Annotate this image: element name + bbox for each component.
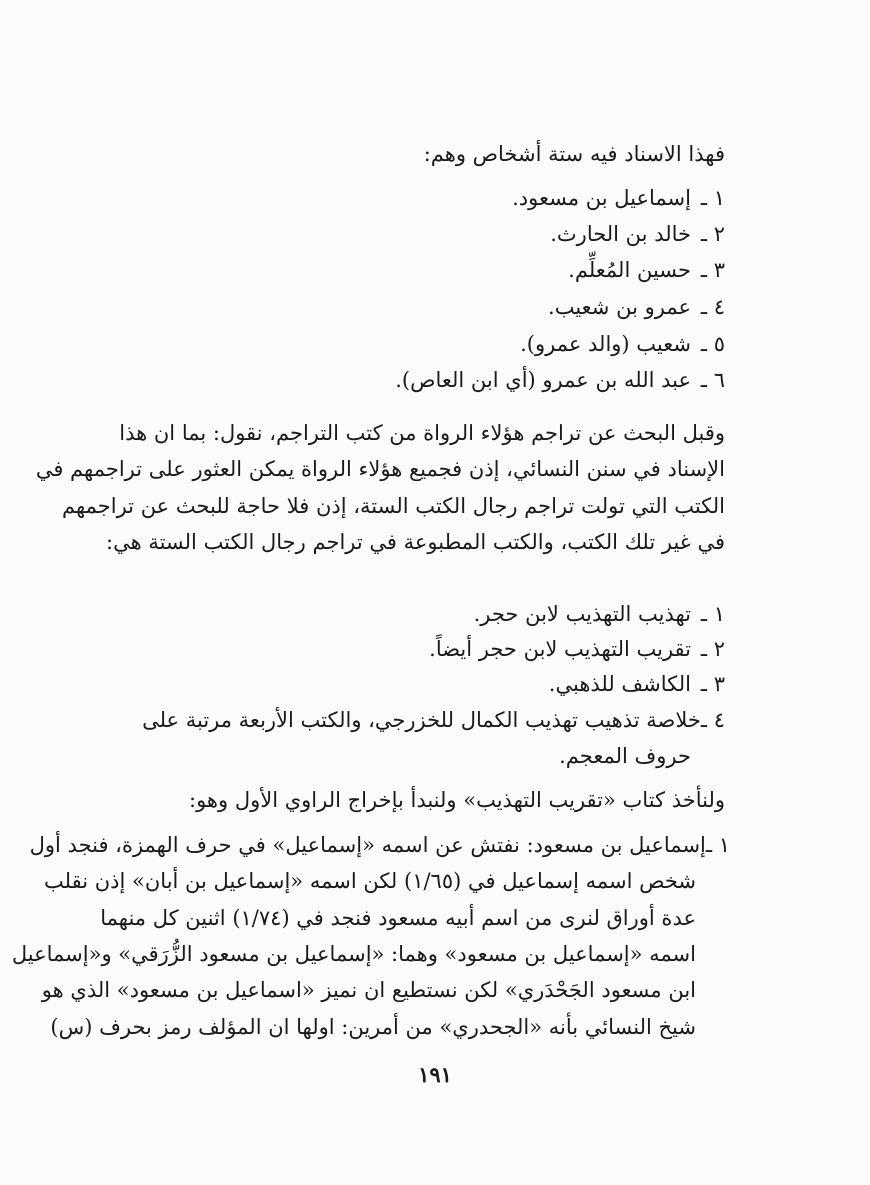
item-number: ٢ ـ — [700, 637, 725, 661]
item-number: ١ ـ — [705, 833, 730, 857]
list-item-continuation: حروف المعجم. — [559, 744, 691, 768]
item-text: عمرو بن شعيب. — [548, 295, 691, 319]
item-text: شعيب (والد عمرو). — [520, 332, 691, 356]
list-item — [549, 666, 725, 702]
paragraph-line: الإسناد في سنن النسائي، إذن فجميع هؤلاء الرواة يمكن العثور على تراجمهم في — [35, 457, 725, 481]
entry-line: عدة أوراق لنرى من اسم أبيه مسعود فنجد في (١/٧٤) اثنين كل منهما — [100, 906, 696, 930]
entry-line — [29, 827, 730, 863]
paragraph-line: وقبل البحث عن تراجم هؤلاء الرواة من كتب التراجم، نقول: بما ان هذا — [119, 421, 725, 445]
entry-line: شخص اسمه إسماعيل في (١/٦٥) لكن اسمه «إسماعيل بن أبان» إذن نقلب — [44, 869, 696, 893]
item-number: ٥ ـ — [700, 332, 725, 356]
list-item — [474, 596, 725, 632]
item-text: الكاشف للذهبي. — [548, 672, 691, 696]
entry-line: اسمه «إسماعيل بن مسعود» وهما: «إسماعيل بن مسعود الزُّرَقي» و«إسماعيل — [11, 942, 696, 966]
paragraph-line: ولنأخذ كتاب «تقريب التهذيب» ولنبدأ بإخراج الراوي الأول وهو: — [189, 788, 725, 812]
entry-line: ابن مسعود الجَحْدَري» لكن نستطيع ان نميز «اسماعيل بن مسعود» الذي هو — [41, 978, 696, 1002]
intro-line: فهذا الاسناد فيه ستة أشخاص وهم: — [423, 142, 725, 166]
item-number: ٣ ـ — [700, 258, 725, 282]
list-item — [568, 252, 725, 288]
item-text: عبد الله بن عمرو (أي ابن العاص). — [395, 368, 691, 392]
item-text: خالد بن الحارث. — [550, 222, 691, 246]
item-text: خلاصة تذهيب تهذيب الكمال للخزرجي، والكتب الأربعة مرتبة على — [142, 708, 701, 732]
entry-line: شيخ النسائي بأنه «الجحدري» من أمرين: اولها ان المؤلف رمز بحرف (س) — [50, 1015, 696, 1039]
entry-text: إسماعيل بن مسعود: نفتش عن اسمه «إسماعيل» في حرف الهمزة، فنجد أول — [29, 833, 706, 857]
page-number: ١٩١ — [418, 1062, 452, 1087]
item-number: ١ ـ — [700, 602, 725, 626]
item-number: ١ ـ — [700, 186, 725, 210]
item-number: ٤ ـ — [700, 295, 725, 319]
item-number: ٦ ـ — [700, 368, 725, 392]
list-item — [429, 631, 725, 667]
item-text: تقريب التهذيب لابن حجر أيضاً. — [429, 637, 691, 661]
list-item — [395, 362, 725, 398]
list-item — [142, 702, 725, 738]
item-number: ٣ ـ — [700, 672, 725, 696]
item-text: إسماعيل بن مسعود. — [512, 186, 691, 210]
item-text: حسين المُعلِّم. — [568, 258, 691, 282]
list-item — [520, 326, 725, 362]
item-number: ٢ ـ — [700, 222, 725, 246]
list-item — [512, 180, 725, 216]
paragraph-line: الكتب التي تولت تراجم رجال الكتب الستة، إذن فلا حاجة للبحث عن تراجمهم — [61, 494, 725, 518]
list-item — [548, 289, 725, 325]
list-item — [550, 216, 725, 252]
item-number: ٤ ـ — [700, 708, 725, 732]
paragraph-line: في غير تلك الكتب، والكتب المطبوعة في تراجم رجال الكتب الستة هي: — [106, 530, 725, 554]
item-text: تهذيب التهذيب لابن حجر. — [473, 602, 691, 626]
